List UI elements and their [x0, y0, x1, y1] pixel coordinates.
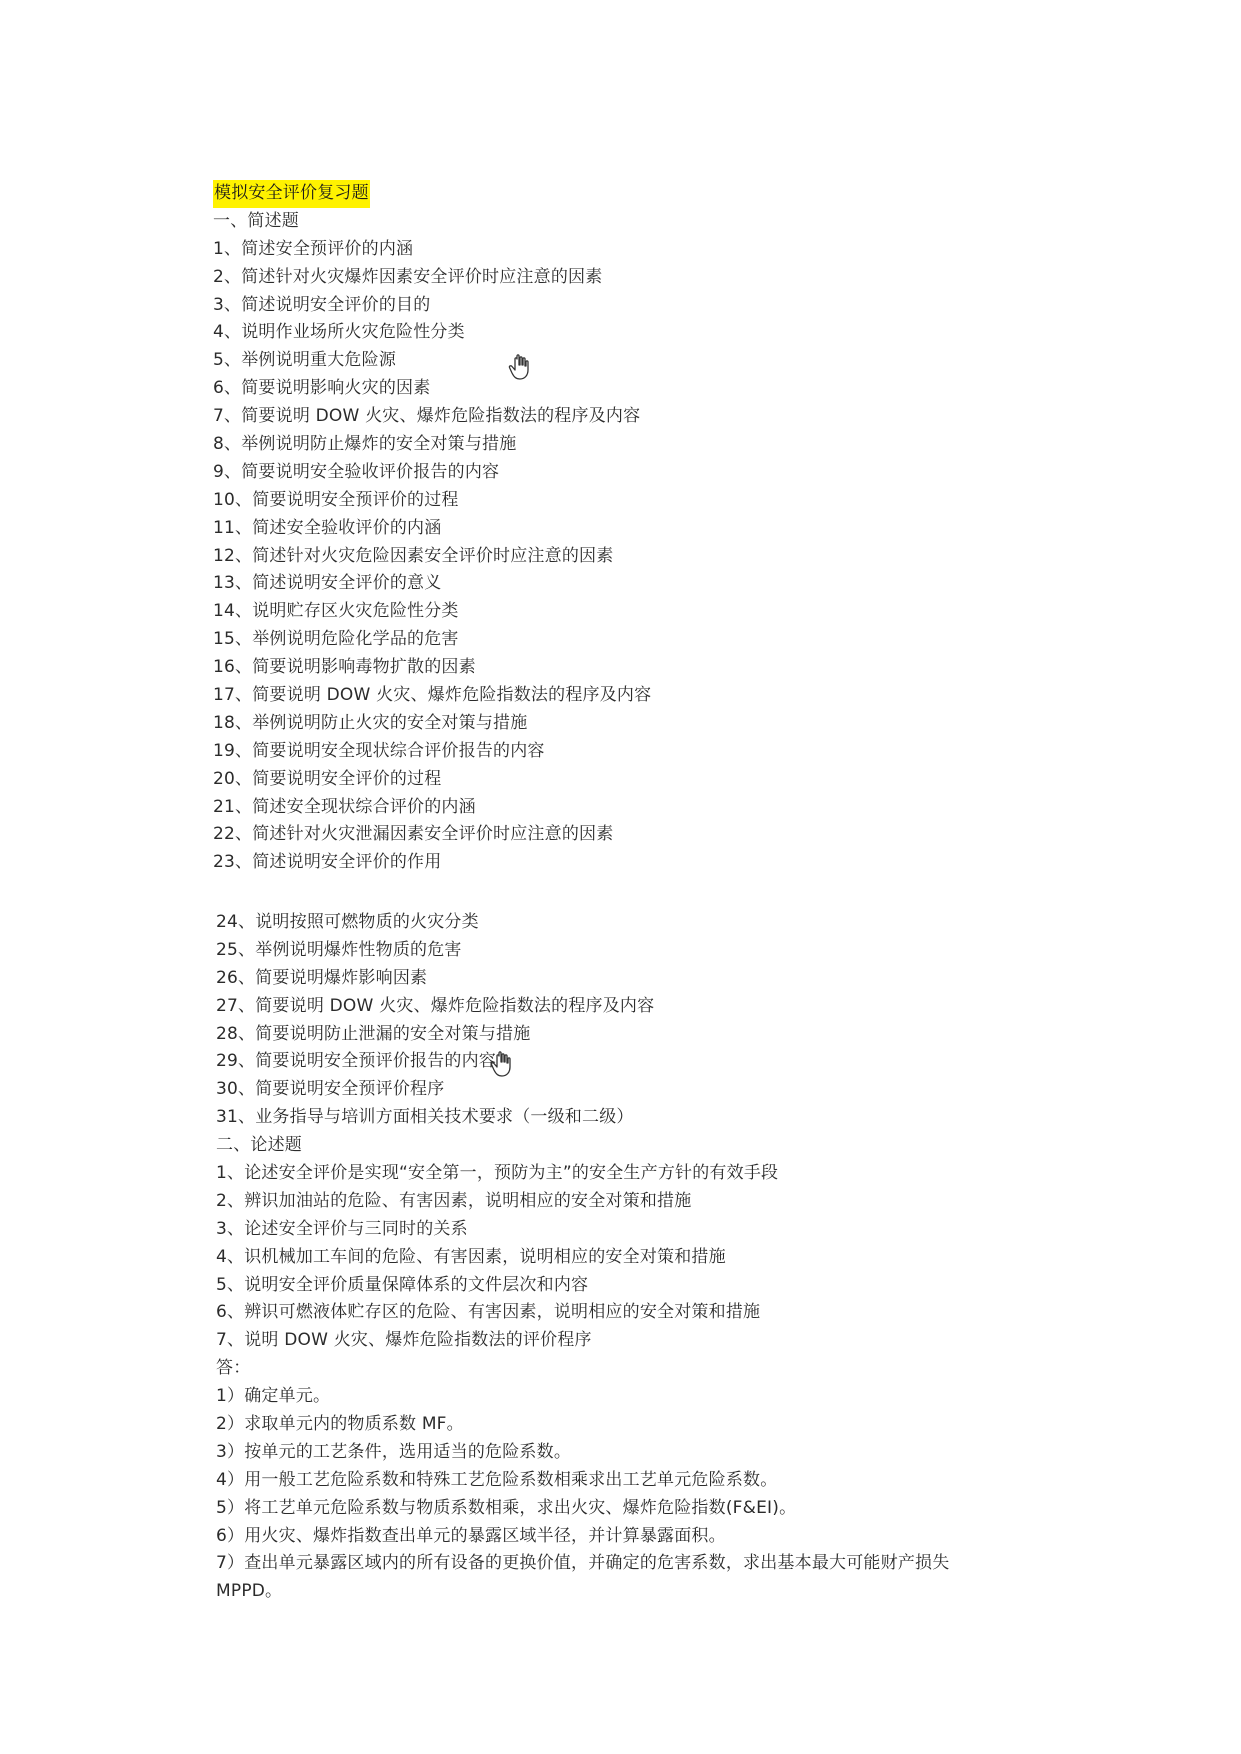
list-item: 7、简要说明 DOW 火灾、爆炸危险指数法的程序及内容	[213, 406, 641, 427]
list-item: 11、简述安全验收评价的内涵	[213, 517, 442, 538]
answer-step: 7）查出单元暴露区域内的所有设备的更换价值，并确定的危害系数，求出基本最大可能财产损失 MPPD。	[216, 1553, 950, 1602]
answer-step: 5）将工艺单元危险系数与物质系数相乘，求出火灾、爆炸危险指数(F&EI)。	[216, 1497, 797, 1518]
list-item: 2、简述针对火灾爆炸因素安全评价时应注意的因素	[213, 266, 603, 287]
list-item: 22、简述针对火灾泄漏因素安全评价时应注意的因素	[213, 824, 614, 845]
essay-list	[216, 1160, 1036, 1355]
list-item: 19、简要说明安全现状综合评价报告的内容	[213, 740, 545, 761]
list-item: 28、简要说明防止泄漏的安全对策与措施	[216, 1023, 531, 1044]
list-item: 3、论述安全评价与三同时的关系	[216, 1218, 468, 1239]
hand-cursor-icon	[508, 353, 534, 381]
list-item: 1、论述安全评价是实现“安全第一，预防为主”的安全生产方针的有效手段	[216, 1163, 779, 1184]
list-item: 2、辨识加油站的危险、有害因素，说明相应的安全对策和措施	[216, 1190, 692, 1211]
answer-steps	[216, 1383, 1036, 1606]
list-item: 25、举例说明爆炸性物质的危害	[216, 939, 462, 960]
answer-step: 2）求取单元内的物质系数 MF。	[216, 1414, 464, 1435]
list-item: 29、简要说明安全预评价报告的内容	[216, 1051, 497, 1072]
list-item: 6、简要说明影响火灾的因素	[213, 378, 431, 399]
list-item: 15、举例说明危险化学品的危害	[213, 629, 459, 650]
list-item: 3、简述说明安全评价的目的	[213, 294, 431, 315]
list-item: 30、简要说明安全预评价程序	[216, 1079, 445, 1100]
list-item: 27、简要说明 DOW 火灾、爆炸危险指数法的程序及内容	[216, 995, 655, 1016]
title-line	[213, 180, 1033, 208]
list-item: 13、简述说明安全评价的意义	[213, 573, 442, 594]
list-item: 14、说明贮存区火灾危险性分类	[213, 601, 459, 622]
short-answer-list-continued	[216, 909, 1036, 1132]
answer-step: 1）确定单元。	[216, 1386, 331, 1407]
answer-step: 4）用一般工艺危险系数和特殊工艺危险系数相乘求出工艺单元危险系数。	[216, 1469, 778, 1490]
list-item: 5、举例说明重大危险源	[213, 350, 397, 371]
list-item: 24、说明按照可燃物质的火灾分类	[216, 912, 479, 932]
list-item: 4、说明作业场所火灾危险性分类	[213, 322, 465, 343]
list-item: 26、简要说明爆炸影响因素	[216, 967, 428, 988]
list-item: 4、识机械加工车间的危险、有害因素，说明相应的安全对策和措施	[216, 1246, 726, 1267]
list-item: 8、举例说明防止爆炸的安全对策与措施	[213, 434, 517, 455]
list-item: 7、说明 DOW 火灾、爆炸危险指数法的评价程序	[216, 1330, 592, 1351]
list-item: 17、简要说明 DOW 火灾、爆炸危险指数法的程序及内容	[213, 685, 652, 706]
answer-label: 答：	[216, 1358, 251, 1379]
document-body-top	[213, 180, 1033, 877]
list-item: 1、简述安全预评价的内涵	[213, 238, 414, 259]
list-item: 12、简述针对火灾危险因素安全评价时应注意的因素	[213, 545, 614, 566]
list-item: 18、举例说明防止火灾的安全对策与措施	[213, 712, 528, 733]
list-item: 9、简要说明安全验收评价报告的内容	[213, 461, 500, 482]
short-answer-list	[213, 236, 1033, 877]
section-heading-short-answer: 一、简述题	[213, 210, 299, 231]
list-item: 31、业务指导与培训方面相关技术要求（一级和二级）	[216, 1107, 634, 1128]
list-item: 21、简述安全现状综合评价的内涵	[213, 796, 476, 817]
hand-cursor-icon	[490, 1050, 516, 1078]
document-title: 模拟安全评价复习题	[213, 180, 370, 208]
section-heading-essay: 二、论述题	[216, 1135, 302, 1156]
list-item: 23、简述说明安全评价的作用	[213, 852, 442, 873]
answer-step: 6）用火灾、爆炸指数查出单元的暴露区域半径，并计算暴露面积。	[216, 1525, 726, 1546]
list-item: 6、辨识可燃液体贮存区的危险、有害因素，说明相应的安全对策和措施	[216, 1302, 761, 1323]
list-item: 5、说明安全评价质量保障体系的文件层次和内容	[216, 1274, 589, 1295]
document-body-bottom	[216, 909, 1036, 1606]
list-item: 16、简要说明影响毒物扩散的因素	[213, 657, 476, 678]
list-item: 10、简要说明安全预评价的过程	[213, 489, 459, 510]
answer-step: 3）按单元的工艺条件，选用适当的危险系数。	[216, 1441, 572, 1462]
list-item: 20、简要说明安全评价的过程	[213, 768, 442, 789]
